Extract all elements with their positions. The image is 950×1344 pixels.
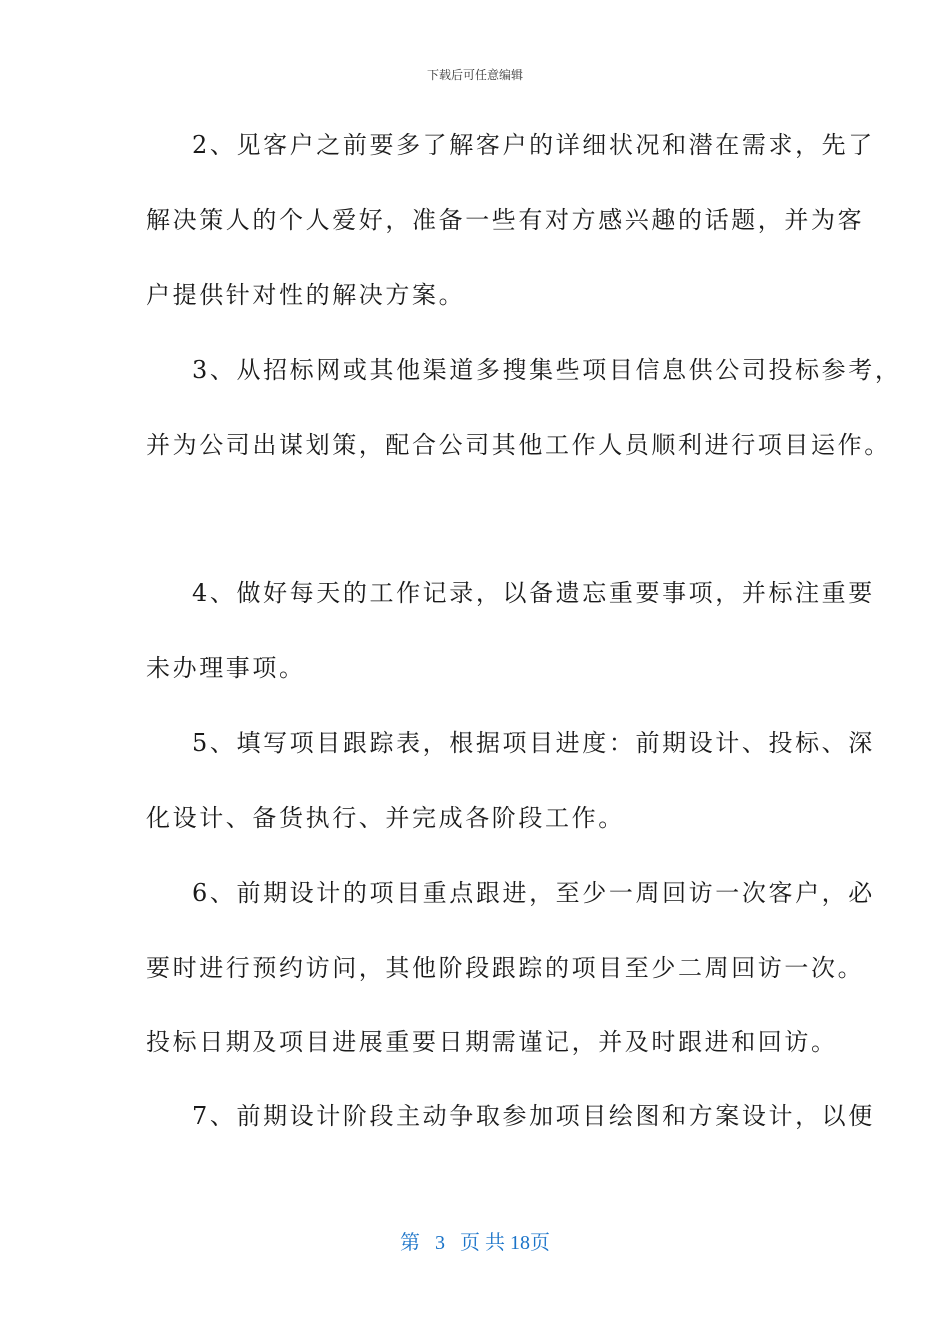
footer-suffix: 页 (530, 1232, 550, 1254)
paragraph-4-line-2: 未办理事项。 (146, 654, 306, 682)
paragraph-2-line-2: 解决策人的个人爱好，准备一些有对方感兴趣的话题，并为客 (146, 206, 865, 234)
footer-total-pages: 18 (510, 1232, 530, 1254)
footer-middle: 页 共 (460, 1232, 505, 1254)
paragraph-3-line-1: 3、从招标网或其他渠道多搜集些项目信息供公司投标参考， (192, 356, 902, 384)
page-header: 下载后可任意编辑 (426, 68, 523, 82)
footer-page-number: 3 (435, 1232, 445, 1254)
paragraph-6-line-2: 要时进行预约访问，其他阶段跟踪的项目至少二周回访一次。 (146, 954, 865, 982)
paragraph-5-line-1: 5、填写项目跟踪表，根据项目进度：前期设计、投标、深 (192, 729, 875, 757)
paragraph-7-line-1: 7、前期设计阶段主动争取参加项目绘图和方案设计，以便 (192, 1102, 875, 1130)
paragraph-2-line-3: 户提供针对性的解决方案。 (146, 281, 466, 309)
paragraph-5-line-2: 化设计、备货执行、并完成各阶段工作。 (146, 804, 625, 832)
paragraph-3-line-2: 并为公司出谋划策，配合公司其他工作人员顺利进行项目运作。 (146, 431, 891, 459)
footer-prefix: 第 (400, 1232, 420, 1254)
paragraph-6-line-3: 投标日期及项目进展重要日期需谨记，并及时跟进和回访。 (146, 1028, 838, 1056)
paragraph-4-line-1: 4、做好每天的工作记录，以备遗忘重要事项，并标注重要 (192, 579, 875, 607)
paragraph-6-line-1: 6、前期设计的项目重点跟进，至少一周回访一次客户，必 (192, 879, 875, 907)
paragraph-2-line-1: 2、见客户之前要多了解客户的详细状况和潜在需求，先了 (192, 131, 875, 159)
page-footer (0, 1226, 950, 1255)
